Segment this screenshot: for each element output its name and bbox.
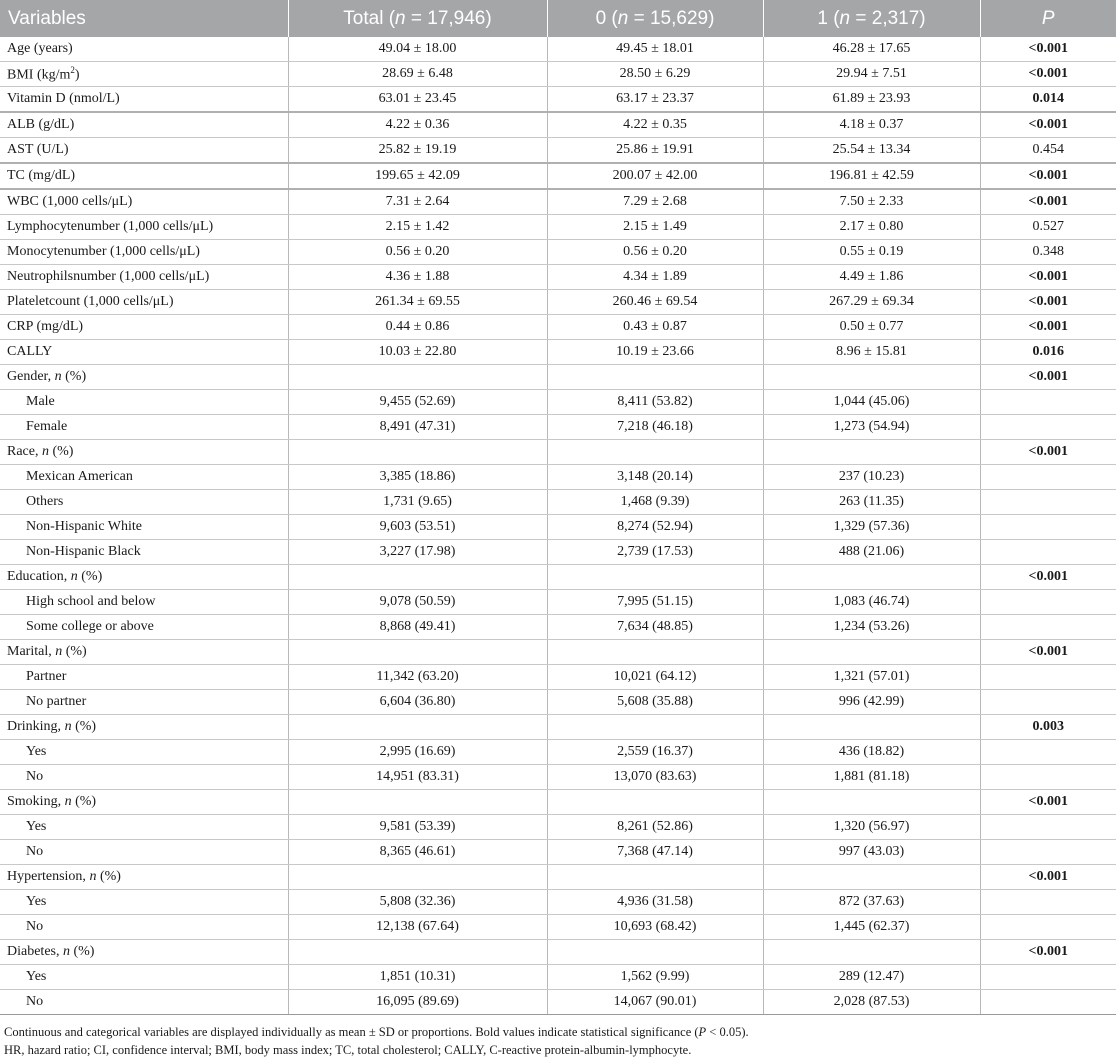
row-label: No — [0, 765, 288, 790]
cell-p-value: <0.001 — [980, 940, 1116, 965]
cell-group-1: 1,445 (62.37) — [763, 915, 980, 940]
table-row — [0, 915, 1116, 940]
row-label: Plateletcount (1,000 cells/μL) — [0, 290, 288, 315]
cell-group-1: 1,329 (57.36) — [763, 515, 980, 540]
cell-p-value: <0.001 — [980, 62, 1116, 87]
cell-p-value: <0.001 — [980, 315, 1116, 340]
cell-total: 7.31 ± 2.64 — [288, 189, 547, 215]
row-label: CRP (mg/dL) — [0, 315, 288, 340]
cell-total: 0.56 ± 0.20 — [288, 240, 547, 265]
cell-p-value — [980, 740, 1116, 765]
table-row — [0, 790, 1116, 815]
cell-group-1: 872 (37.63) — [763, 890, 980, 915]
cell-group-0 — [547, 640, 763, 665]
cell-p-value: <0.001 — [980, 189, 1116, 215]
cell-p-value — [980, 690, 1116, 715]
cell-total: 1,731 (9.65) — [288, 490, 547, 515]
cell-p-value: <0.001 — [980, 790, 1116, 815]
cell-total: 9,581 (53.39) — [288, 815, 547, 840]
row-label: AST (U/L) — [0, 138, 288, 164]
row-label: Age (years) — [0, 37, 288, 62]
cell-p-value: 0.527 — [980, 215, 1116, 240]
table-row — [0, 62, 1116, 87]
cell-group-1: 196.81 ± 42.59 — [763, 163, 980, 189]
cell-group-0: 4.34 ± 1.89 — [547, 265, 763, 290]
table-row — [0, 415, 1116, 440]
table-row — [0, 87, 1116, 113]
cell-p-value: <0.001 — [980, 290, 1116, 315]
table-row — [0, 615, 1116, 640]
cell-p-value: <0.001 — [980, 365, 1116, 390]
cell-group-1: 4.49 ± 1.86 — [763, 265, 980, 290]
cell-total — [288, 440, 547, 465]
cell-group-0 — [547, 565, 763, 590]
cell-group-0 — [547, 365, 763, 390]
row-label: Yes — [0, 890, 288, 915]
cell-p-value: <0.001 — [980, 565, 1116, 590]
cell-group-1: 2.17 ± 0.80 — [763, 215, 980, 240]
table-row — [0, 640, 1116, 665]
cell-group-0 — [547, 865, 763, 890]
row-label: No — [0, 990, 288, 1015]
row-label: WBC (1,000 cells/μL) — [0, 189, 288, 215]
cell-p-value — [980, 490, 1116, 515]
cell-total — [288, 865, 547, 890]
cell-group-0: 7,995 (51.15) — [547, 590, 763, 615]
table-row — [0, 37, 1116, 62]
cell-group-1: 997 (43.03) — [763, 840, 980, 865]
cell-p-value — [980, 615, 1116, 640]
row-label: Smoking, n (%) — [0, 790, 288, 815]
cell-p-value — [980, 965, 1116, 990]
row-label: No — [0, 840, 288, 865]
row-label: Race, n (%) — [0, 440, 288, 465]
table-row — [0, 112, 1116, 138]
cell-group-1: 61.89 ± 23.93 — [763, 87, 980, 113]
cell-total: 49.04 ± 18.00 — [288, 37, 547, 62]
cell-p-value: <0.001 — [980, 163, 1116, 189]
cell-group-0: 2,559 (16.37) — [547, 740, 763, 765]
cell-p-value: <0.001 — [980, 265, 1116, 290]
cell-group-1: 46.28 ± 17.65 — [763, 37, 980, 62]
cell-group-0: 4.22 ± 0.35 — [547, 112, 763, 138]
cell-group-1: 25.54 ± 13.34 — [763, 138, 980, 164]
cell-group-1: 4.18 ± 0.37 — [763, 112, 980, 138]
table-row — [0, 515, 1116, 540]
table-row — [0, 940, 1116, 965]
table-row — [0, 340, 1116, 365]
table-row — [0, 765, 1116, 790]
cell-group-1: 263 (11.35) — [763, 490, 980, 515]
row-label: Yes — [0, 965, 288, 990]
cell-group-1: 7.50 ± 2.33 — [763, 189, 980, 215]
cell-group-0: 63.17 ± 23.37 — [547, 87, 763, 113]
cell-total — [288, 790, 547, 815]
row-label: Non-Hispanic Black — [0, 540, 288, 565]
cell-group-1: 1,083 (46.74) — [763, 590, 980, 615]
cell-group-1 — [763, 640, 980, 665]
table-row — [0, 138, 1116, 164]
row-label: Non-Hispanic White — [0, 515, 288, 540]
cell-group-1 — [763, 940, 980, 965]
cell-group-0: 200.07 ± 42.00 — [547, 163, 763, 189]
cell-total: 8,365 (46.61) — [288, 840, 547, 865]
cell-p-value — [980, 815, 1116, 840]
cell-group-0: 8,274 (52.94) — [547, 515, 763, 540]
cell-p-value — [980, 590, 1116, 615]
row-label: TC (mg/dL) — [0, 163, 288, 189]
row-label: Drinking, n (%) — [0, 715, 288, 740]
cell-group-0: 7,634 (48.85) — [547, 615, 763, 640]
table-row — [0, 163, 1116, 189]
row-label: Some college or above — [0, 615, 288, 640]
cell-group-0: 7,218 (46.18) — [547, 415, 763, 440]
table-row — [0, 715, 1116, 740]
row-label: Mexican American — [0, 465, 288, 490]
cell-group-1: 237 (10.23) — [763, 465, 980, 490]
cell-group-1: 488 (21.06) — [763, 540, 980, 565]
cell-group-0: 14,067 (90.01) — [547, 990, 763, 1015]
cell-total — [288, 715, 547, 740]
cell-group-1: 0.55 ± 0.19 — [763, 240, 980, 265]
cell-total: 9,603 (53.51) — [288, 515, 547, 540]
cell-total: 2.15 ± 1.42 — [288, 215, 547, 240]
cell-group-1: 996 (42.99) — [763, 690, 980, 715]
table-row — [0, 540, 1116, 565]
header-group-0: 0 (n = 15,629) — [547, 0, 763, 37]
row-label: Vitamin D (nmol/L) — [0, 87, 288, 113]
row-label: Yes — [0, 815, 288, 840]
cell-group-0: 0.43 ± 0.87 — [547, 315, 763, 340]
cell-total: 11,342 (63.20) — [288, 665, 547, 690]
table-row — [0, 740, 1116, 765]
cell-total: 63.01 ± 23.45 — [288, 87, 547, 113]
cell-group-0 — [547, 940, 763, 965]
row-label: Neutrophilsnumber (1,000 cells/μL) — [0, 265, 288, 290]
table-row — [0, 490, 1116, 515]
row-label: Male — [0, 390, 288, 415]
cell-group-0: 1,562 (9.99) — [547, 965, 763, 990]
cell-p-value — [980, 840, 1116, 865]
table-header-row — [0, 0, 1116, 37]
cell-p-value: <0.001 — [980, 640, 1116, 665]
table-row — [0, 590, 1116, 615]
row-label: Education, n (%) — [0, 565, 288, 590]
cell-group-0: 7.29 ± 2.68 — [547, 189, 763, 215]
cell-p-value: 0.016 — [980, 340, 1116, 365]
cell-p-value: <0.001 — [980, 37, 1116, 62]
cell-group-1: 436 (18.82) — [763, 740, 980, 765]
cell-p-value: <0.001 — [980, 865, 1116, 890]
cell-group-0 — [547, 790, 763, 815]
cell-total — [288, 940, 547, 965]
cell-total: 9,078 (50.59) — [288, 590, 547, 615]
row-label: Monocytenumber (1,000 cells/μL) — [0, 240, 288, 265]
cell-group-0: 28.50 ± 6.29 — [547, 62, 763, 87]
cell-group-0: 49.45 ± 18.01 — [547, 37, 763, 62]
table-body — [0, 37, 1116, 1015]
cell-total: 4.22 ± 0.36 — [288, 112, 547, 138]
header-group-1: 1 (n = 2,317) — [763, 0, 980, 37]
cell-group-1 — [763, 790, 980, 815]
table-row — [0, 565, 1116, 590]
cell-group-0: 7,368 (47.14) — [547, 840, 763, 865]
footnote-2: HR, hazard ratio; CI, confidence interval; BMI, body mass index; TC, total cholesterol; CALLY, C-reactive protein-albumin-lymphocyte. — [4, 1043, 692, 1057]
cell-p-value — [980, 390, 1116, 415]
row-label: No partner — [0, 690, 288, 715]
cell-group-1: 29.94 ± 7.51 — [763, 62, 980, 87]
cell-total: 199.65 ± 42.09 — [288, 163, 547, 189]
cell-group-1 — [763, 865, 980, 890]
cell-total: 261.34 ± 69.55 — [288, 290, 547, 315]
row-label: Hypertension, n (%) — [0, 865, 288, 890]
cell-group-1: 1,321 (57.01) — [763, 665, 980, 690]
cell-p-value: 0.348 — [980, 240, 1116, 265]
cell-group-1: 0.50 ± 0.77 — [763, 315, 980, 340]
cell-group-0 — [547, 440, 763, 465]
cell-p-value — [980, 890, 1116, 915]
cell-group-0: 13,070 (83.63) — [547, 765, 763, 790]
row-label: CALLY — [0, 340, 288, 365]
cell-p-value — [980, 990, 1116, 1015]
cell-total — [288, 640, 547, 665]
row-label: ALB (g/dL) — [0, 112, 288, 138]
cell-group-1: 289 (12.47) — [763, 965, 980, 990]
cell-total — [288, 365, 547, 390]
cell-total: 4.36 ± 1.88 — [288, 265, 547, 290]
cell-group-0: 5,608 (35.88) — [547, 690, 763, 715]
cell-group-1: 1,234 (53.26) — [763, 615, 980, 640]
cell-p-value: 0.014 — [980, 87, 1116, 113]
cell-total: 9,455 (52.69) — [288, 390, 547, 415]
table-row — [0, 840, 1116, 865]
cell-group-0: 8,261 (52.86) — [547, 815, 763, 840]
header-total: Total (n = 17,946) — [288, 0, 547, 37]
cell-group-1: 1,320 (56.97) — [763, 815, 980, 840]
cell-group-0 — [547, 715, 763, 740]
table-row — [0, 440, 1116, 465]
cell-group-0: 25.86 ± 19.91 — [547, 138, 763, 164]
table-row — [0, 265, 1116, 290]
table-row — [0, 890, 1116, 915]
cell-group-0: 10,021 (64.12) — [547, 665, 763, 690]
cell-group-1: 8.96 ± 15.81 — [763, 340, 980, 365]
table-row — [0, 815, 1116, 840]
cell-group-0: 1,468 (9.39) — [547, 490, 763, 515]
cell-p-value — [980, 465, 1116, 490]
row-label: BMI $(kg/m^2)$ — [0, 62, 288, 87]
table-row — [0, 690, 1116, 715]
cell-total: 25.82 ± 19.19 — [288, 138, 547, 164]
cell-total: 5,808 (32.36) — [288, 890, 547, 915]
cell-total: 6,604 (36.80) — [288, 690, 547, 715]
cell-group-0: 3,148 (20.14) — [547, 465, 763, 490]
cell-p-value — [980, 665, 1116, 690]
table-row — [0, 290, 1116, 315]
table-row — [0, 189, 1116, 215]
header-variables: Variables — [0, 0, 288, 37]
row-label: Others — [0, 490, 288, 515]
cell-total: 1,851 (10.31) — [288, 965, 547, 990]
table-row — [0, 865, 1116, 890]
table-row — [0, 365, 1116, 390]
cell-group-0: 260.46 ± 69.54 — [547, 290, 763, 315]
row-label: High school and below — [0, 590, 288, 615]
cell-p-value — [980, 540, 1116, 565]
row-label: Diabetes, n (%) — [0, 940, 288, 965]
table-row — [0, 965, 1116, 990]
cell-total: 8,491 (47.31) — [288, 415, 547, 440]
table-row — [0, 465, 1116, 490]
cell-p-value: <0.001 — [980, 112, 1116, 138]
cell-total: 3,227 (17.98) — [288, 540, 547, 565]
table-row — [0, 990, 1116, 1015]
cell-group-1 — [763, 715, 980, 740]
cell-group-1 — [763, 565, 980, 590]
cell-total: 28.69 ± 6.48 — [288, 62, 547, 87]
row-label: Partner — [0, 665, 288, 690]
cell-p-value: 0.454 — [980, 138, 1116, 164]
cell-p-value — [980, 515, 1116, 540]
cell-group-0: 10,693 (68.42) — [547, 915, 763, 940]
cell-group-0: 2.15 ± 1.49 — [547, 215, 763, 240]
cell-total: 3,385 (18.86) — [288, 465, 547, 490]
row-label: Female — [0, 415, 288, 440]
cell-total: 8,868 (49.41) — [288, 615, 547, 640]
cell-total: 0.44 ± 0.86 — [288, 315, 547, 340]
row-label: Lymphocytenumber (1,000 cells/μL) — [0, 215, 288, 240]
cell-group-1: 2,028 (87.53) — [763, 990, 980, 1015]
cell-group-0: 0.56 ± 0.20 — [547, 240, 763, 265]
table-row — [0, 390, 1116, 415]
cell-total: 12,138 (67.64) — [288, 915, 547, 940]
cell-total: 14,951 (83.31) — [288, 765, 547, 790]
row-label: No — [0, 915, 288, 940]
cell-p-value: <0.001 — [980, 440, 1116, 465]
cell-group-1: 1,044 (45.06) — [763, 390, 980, 415]
table-footnotes — [0, 1015, 1116, 1059]
cell-group-0: 4,936 (31.58) — [547, 890, 763, 915]
cell-p-value: 0.003 — [980, 715, 1116, 740]
table-row — [0, 215, 1116, 240]
table-row — [0, 315, 1116, 340]
cell-total — [288, 565, 547, 590]
row-label: Gender, n (%) — [0, 365, 288, 390]
header-p: P — [980, 0, 1116, 37]
table-row — [0, 665, 1116, 690]
cell-p-value — [980, 765, 1116, 790]
cell-p-value — [980, 915, 1116, 940]
cell-group-1: 267.29 ± 69.34 — [763, 290, 980, 315]
cell-group-0: 10.19 ± 23.66 — [547, 340, 763, 365]
cell-group-1 — [763, 365, 980, 390]
cell-p-value — [980, 415, 1116, 440]
row-label: Marital, n (%) — [0, 640, 288, 665]
cell-group-0: 8,411 (53.82) — [547, 390, 763, 415]
cell-group-1 — [763, 440, 980, 465]
cell-total: 10.03 ± 22.80 — [288, 340, 547, 365]
cell-group-0: 2,739 (17.53) — [547, 540, 763, 565]
cell-group-1: 1,273 (54.94) — [763, 415, 980, 440]
cell-total: 2,995 (16.69) — [288, 740, 547, 765]
cell-group-1: 1,881 (81.18) — [763, 765, 980, 790]
cell-total: 16,095 (89.69) — [288, 990, 547, 1015]
table-row — [0, 240, 1116, 265]
footnote-1: Continuous and categorical variables are displayed individually as mean ± SD or proportions. Bold values indicate statistical significance (P < 0.05). — [4, 1025, 749, 1039]
row-label: Yes — [0, 740, 288, 765]
